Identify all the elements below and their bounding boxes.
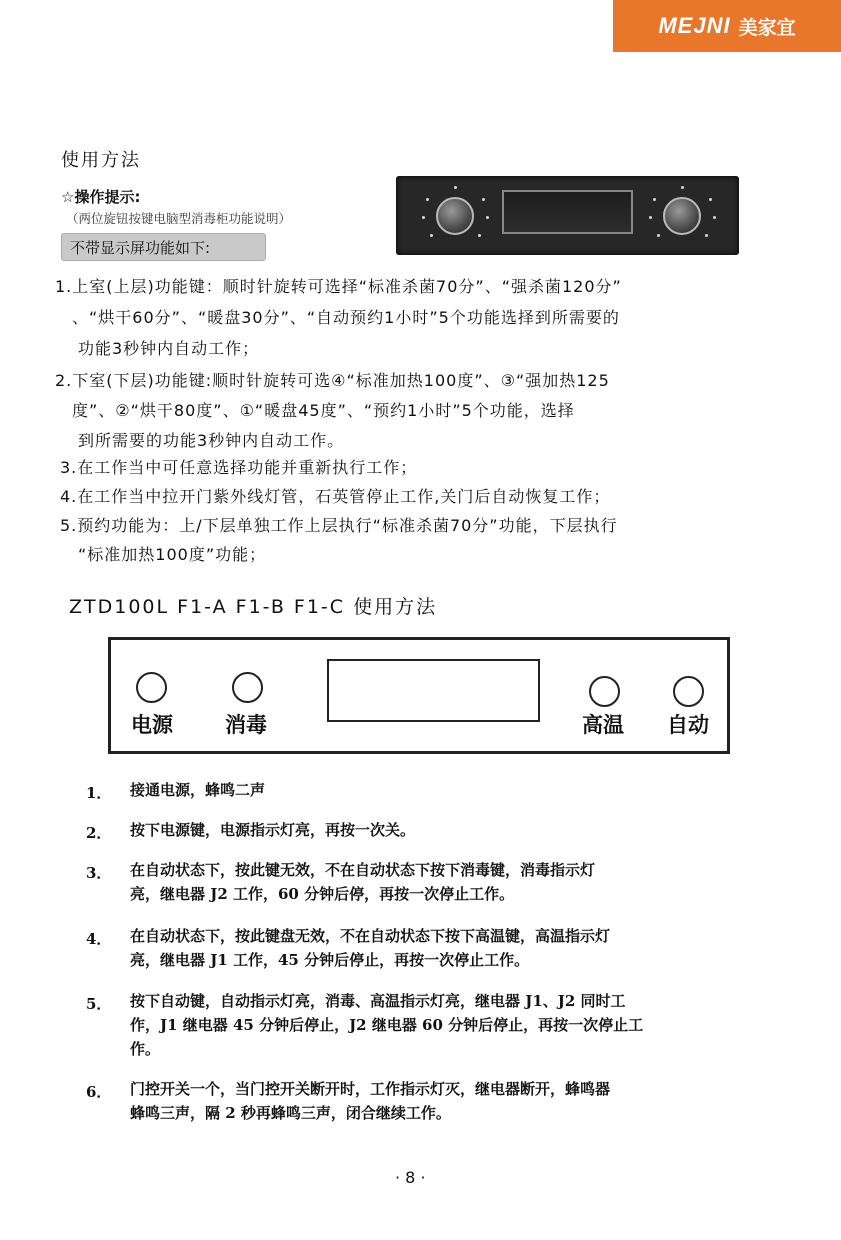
page-number: · 8 ·: [395, 1168, 426, 1187]
lower-knob: [663, 197, 701, 235]
brand-name: 美家宜: [738, 16, 796, 39]
instruction-line: 3.在工作当中可任意选择功能并重新执行工作；: [60, 458, 418, 477]
step-number: 5．: [86, 995, 112, 1013]
step-text: 在自动状态下，按此键盘无效，不在自动状态下按下高温键，高温指示灯 亮，继电器 J1 工作，45 分钟后停止，再按一次停止工作。: [130, 927, 611, 969]
instruction-line: 到所需要的功能3秒钟内自动工作。: [78, 431, 345, 450]
step-number: 2．: [86, 824, 112, 842]
instruction-line: 5.预约功能为：上/下层单独工作上层执行“标准杀菌70分”功能，下层执行: [60, 516, 618, 535]
instruction-line: 功能3秒钟内自动工作；: [78, 339, 260, 358]
model-title: ZTD100L F1-A F1-B F1-C 使用方法: [69, 596, 438, 618]
step-number: 4．: [86, 930, 112, 948]
tips-subtitle: （两位旋钮按键电脑型消毒柜功能说明）: [66, 211, 292, 226]
auto-label: 自动: [667, 713, 709, 737]
step-number: 3．: [86, 864, 112, 882]
instruction-line: 2.下室(下层)功能键:顺时针旋转可选④“标准加热100度”、③“强加热125: [55, 371, 610, 390]
instruction-line: 度”、②“烘干80度”、①“暖盘45度”、“预约1小时”5个功能，选择: [72, 401, 575, 420]
step-text: 门控开关一个，当门控开关断开时，工作指示灯灭，继电器断开，蜂鸣器 蜂鸣三声，隔 2 秒再蜂鸣三声，闭合继续工作。: [130, 1080, 611, 1122]
step-text: 在自动状态下，按此键无效，不在自动状态下按下消毒键，消毒指示灯 亮，继电器 J2 工作，60 分钟后停，再按一次停止工作。: [130, 861, 596, 903]
auto-button: [673, 676, 704, 707]
disinfect-button: [232, 672, 263, 703]
high-temp-button: [589, 676, 620, 707]
power-label: 电源: [131, 713, 173, 737]
upper-knob: [436, 197, 474, 235]
step-text: 接通电源，蜂鸣二声: [130, 781, 266, 799]
instruction-line: 1.上室(上层)功能键：顺时针旋转可选择“标准杀菌70分”、“强杀菌120分”: [55, 277, 622, 296]
step-text: 按下自动键，自动指示灯亮，消毒、高温指示灯亮，继电器 J1、J2 同时工 作，J1 继电器 45 分钟后停止，J2 继电器 60 分钟后停止，再按一次停止工 作。: [130, 992, 644, 1058]
instruction-line: 、“烘干60分”、“暖盘30分”、“自动预约1小时”5个功能选择到所需要的: [72, 308, 620, 327]
step-text: 按下电源键，电源指示灯亮，再按一次关。: [130, 821, 416, 839]
control-display-window: [327, 659, 540, 722]
step-number: 1．: [86, 784, 112, 802]
brand-tab: [613, 0, 841, 52]
tips-title: ☆操作提示:: [61, 188, 141, 206]
high-temp-label: 高温: [582, 713, 624, 737]
no-display-label: 不带显示屏功能如下:: [61, 233, 266, 261]
instruction-line: “标准加热100度”功能；: [78, 545, 267, 564]
power-button: [136, 672, 167, 703]
disinfect-label: 消毒: [225, 713, 267, 737]
section-title: 使用方法: [61, 150, 141, 171]
step-number: 6．: [86, 1083, 112, 1101]
brand-logo: MEJNI: [658, 13, 731, 38]
instruction-line: 4.在工作当中拉开门紫外线灯管，石英管停止工作,关门后自动恢复工作；: [60, 487, 611, 506]
panel-display-window: [502, 190, 633, 234]
